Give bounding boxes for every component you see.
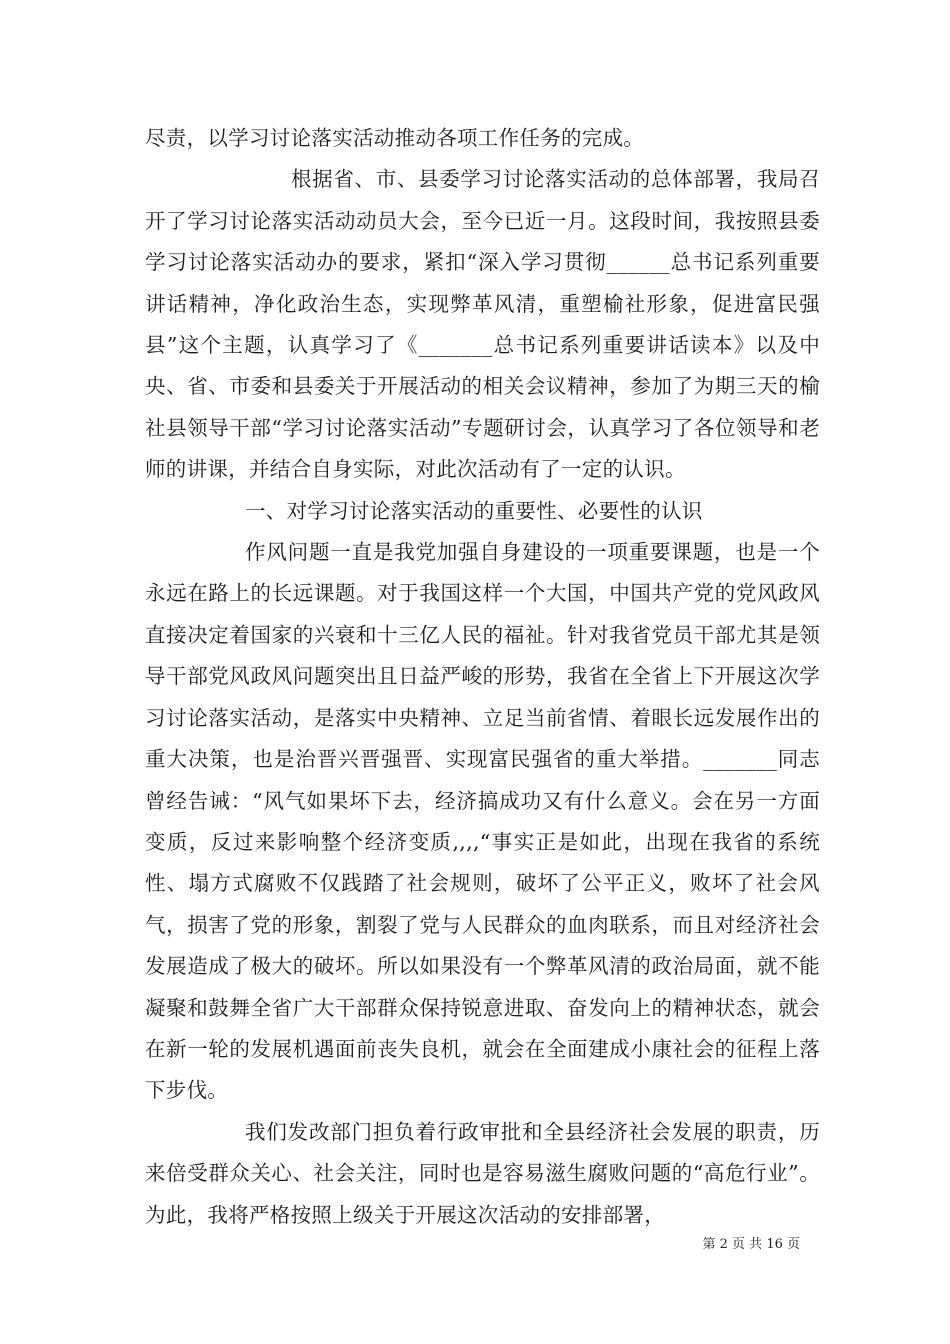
page-number-footer: 第 2 页 共 16 页 (702, 1237, 800, 1252)
paragraph-continuation: 尽责，以学习讨论落实活动推动各项工作任务的完成。 (145, 126, 645, 150)
paragraph-introduction: 根据省、市、县委学习讨论落实活动的总体部署，我局召开了学习讨论落实活动动员大会，至今已近一月。这段时间，我按照县委学习讨论落实活动办的要求，紧扣“深入学习贯彻______总书记系列重要讲话精神，净化政治生态，实现弊革风清，重塑榆社形象，促进富民强县”这个主题，认真学习了《_______总书记系列重要讲话读本》以及中央、省、市委和县委关于开展活动的相关会议精神，参加了为期三天的榆社县领导干部“学习讨论落实活动”专题研讨会，认真学习了各位领导和老师的讲课，并结合自身实际，对此次活动有了一定的认识。 (145, 167, 820, 482)
section-heading: 一、对学习讨论落实活动的重要性、必要性的认识 (245, 498, 703, 523)
paragraph-work-style: 作风问题一直是我党加强自身建设的一项重要课题，也是一个永远在路上的长远课题。对于我国这样一个大国，中国共产党的党风政风直接决定着国家的兴衰和十三亿人民的福祉。针对我省党员干部尤其是领导干部党风政风问题突出且日益严峻的形势，我省在全省上下开展这次学习讨论落实活动，是落实中央精神、立足当前省情、着眼长远发展作出的重大决策，也是治晋兴晋强晋、实现富民强省的重大举措。_______同志曾经告诫：“风气如果坏下去，经济搞成功又有什么意义。会在另一方面变质，反过来影响整个经济变质,,,,“事实正是如此，出现在我省的系统性、塌方式腐败不仅践踏了社会规则，破坏了公平正义，败坏了社会风气，损害了党的形象，割裂了党与人民群众的血肉联系，而且对经济社会发展造成了极大的破坏。所以如果没有一个弊革风清的政治局面，就不能凝聚和鼓舞全省广大干部群众保持锐意进取、奋发向上的精神状态，就会在新一轮的发展机遇面前丧失良机，就会在全面建成小康社会的征程上落下步伐。 (145, 540, 820, 1103)
document-body (145, 118, 820, 1236)
paragraph-department-duty: 我们发改部门担负着行政审批和全县经济社会发展的职责，历来倍受群众关心、社会关注，同时也是容易滋生腐败问题的“高危行业”。为此，我将严格按照上级关于开展这次活动的安排部署， (145, 1119, 820, 1227)
